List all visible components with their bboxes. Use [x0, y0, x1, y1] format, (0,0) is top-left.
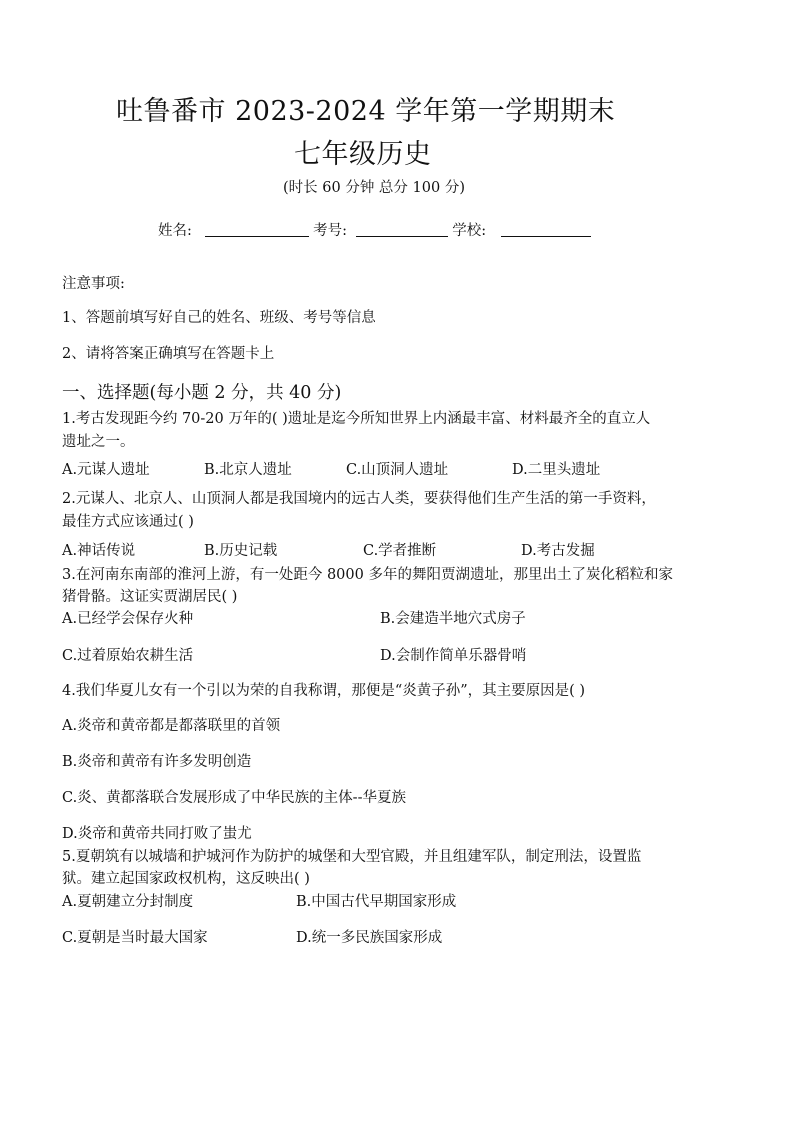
- option-d[interactable]: D.二里头遗址: [512, 462, 601, 478]
- note-item: 1、答题前填写好自己的姓名、班级、考号等信息: [62, 310, 376, 326]
- question-line: 2.元谋人、北京人、山顶洞人都是我国境内的远古人类，要获得他们生产生活的第一手资料，: [62, 491, 656, 507]
- option-d[interactable]: D.统一多民族国家形成: [296, 930, 443, 946]
- question-line: 狱。建立起国家政权机构，这反映出( ): [62, 871, 310, 887]
- option-b[interactable]: B.会建造半地穴式房子: [380, 611, 526, 627]
- question-line: 3.在河南东南部的淮河上游，有一处距今 8000 多年的舞阳贾湖遗址，那里出土了炭化稻粒和家: [62, 567, 673, 583]
- option-b[interactable]: B.炎帝和黄帝有许多发明创造: [62, 754, 252, 770]
- question-line: 1.考古发现距今约 70-20 万年的( )遗址是迄今所知世界上内涵最丰富、材料最齐全的直立人: [62, 411, 651, 427]
- option-d[interactable]: D.炎帝和黄帝共同打败了蚩尤: [62, 826, 252, 842]
- school-label: 学校:: [452, 223, 487, 239]
- option-c[interactable]: C.山顶洞人遗址: [346, 462, 449, 478]
- question-line: 遗址之一。: [62, 434, 135, 450]
- school-blank[interactable]: [501, 221, 591, 237]
- option-c[interactable]: C.过着原始农耕生活: [62, 648, 194, 664]
- option-c[interactable]: C.学者推断: [363, 543, 437, 559]
- question-line: 最佳方式应该通过( ): [62, 514, 194, 530]
- section-title: 一、选择题(每小题 2 分，共 40 分): [62, 383, 342, 403]
- option-d[interactable]: D.考古发掘: [521, 543, 595, 559]
- option-b[interactable]: B.中国古代早期国家形成: [296, 894, 457, 910]
- option-a[interactable]: A.夏朝建立分封制度: [62, 894, 194, 910]
- exam-title-line1: 吐鲁番市 2023-2024 学年第一学期期末: [116, 96, 616, 127]
- exam-no-blank[interactable]: [356, 221, 448, 237]
- option-c[interactable]: C.夏朝是当时最大国家: [62, 930, 208, 946]
- option-a[interactable]: A.炎帝和黄帝都是都落联里的首领: [62, 718, 281, 734]
- notes-heading: 注意事项:: [62, 276, 125, 292]
- option-c[interactable]: C.炎、黄都落联合发展形成了中华民族的主体--华夏族: [62, 790, 406, 806]
- option-a[interactable]: A.神话传说: [62, 543, 136, 559]
- option-a[interactable]: A.元谋人遗址: [62, 462, 150, 478]
- question-line: 4.我们华夏儿女有一个引以为荣的自我称谓，那便是“炎黄子孙”，其主要原因是( ): [62, 683, 586, 699]
- note-item: 2、请将答案正确填写在答题卡上: [62, 346, 275, 362]
- exam-no-label: 考号:: [313, 223, 347, 239]
- info-fields-row: [158, 219, 591, 240]
- option-a[interactable]: A.已经学会保存火种: [62, 611, 194, 627]
- name-blank[interactable]: [205, 221, 309, 237]
- option-d[interactable]: D.会制作简单乐器骨哨: [380, 648, 527, 664]
- question-line: 猪骨骼。这证实贾湖居民( ): [62, 589, 238, 605]
- exam-duration: (时长 60 分钟 总分 100 分): [283, 180, 465, 196]
- option-b[interactable]: B.北京人遗址: [204, 462, 292, 478]
- question-line: 5.夏朝筑有以城墙和护城河作为防护的城堡和大型官殿，并且组建军队，制定刑法，设置监: [62, 849, 642, 865]
- option-b[interactable]: B.历史记载: [204, 543, 278, 559]
- name-label: 姓名:: [158, 223, 192, 239]
- exam-title-line2: 七年级历史: [294, 139, 432, 170]
